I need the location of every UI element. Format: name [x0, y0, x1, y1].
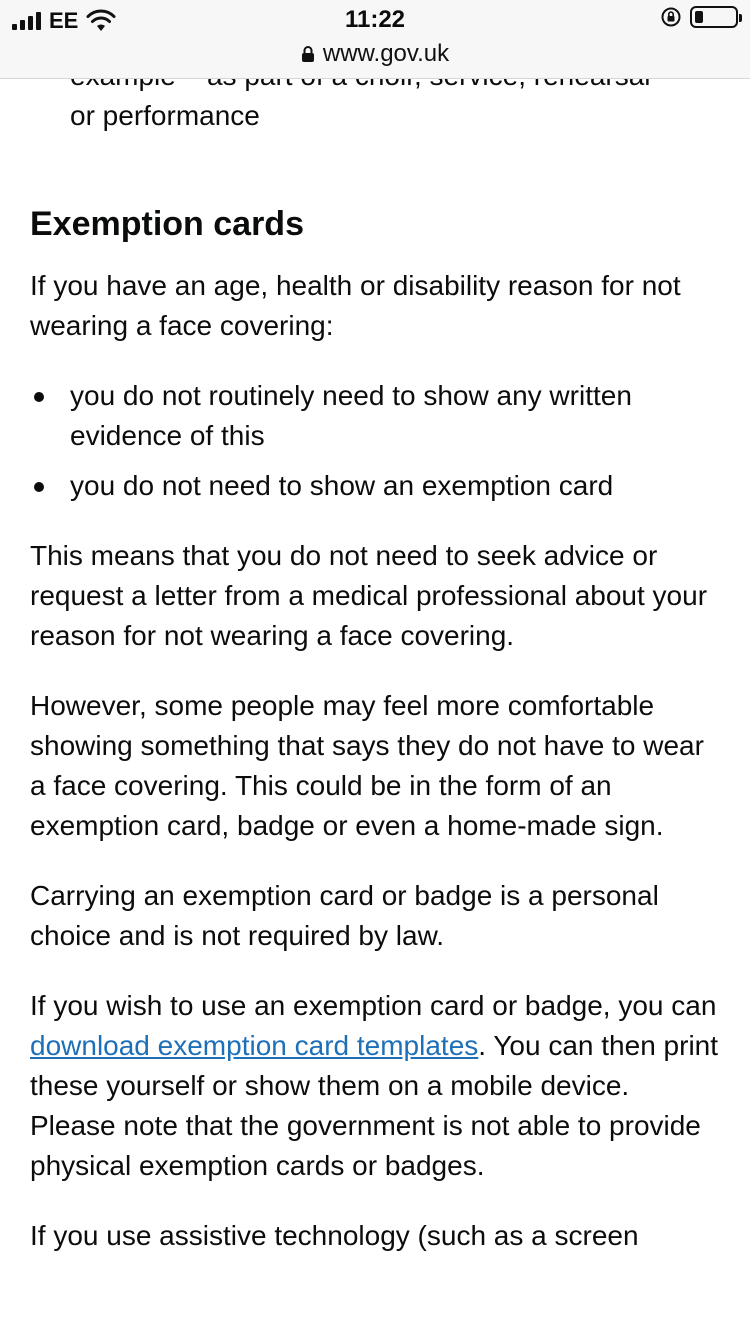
paragraph-assistive-tech: If you use assistive technology (such as a screen [30, 1220, 639, 1251]
paragraph-personal-choice: Carrying an exemption card or badge is a personal choice and is not required by law. [30, 880, 659, 951]
status-right [660, 6, 738, 28]
battery-icon [690, 6, 738, 28]
templates-text-after: . You can then print these yourself or show them on a mobile device. Please note that the government is not able to provide physical exemption cards or badges. [30, 1030, 719, 1181]
clock: 11:22 [344, 6, 406, 33]
url-text[interactable]: www.gov.uk [322, 40, 450, 67]
article-content [30, 56, 720, 1286]
paragraph-templates [30, 986, 720, 1186]
cutoff-line-2: or performance [70, 100, 260, 131]
bullet-list [30, 376, 720, 506]
section-heading: Exemption cards [30, 205, 304, 243]
paragraph-medical-advice: This means that you do not need to seek advice or request a letter from a medical professional about your reason for not wearing a face covering. [30, 540, 708, 651]
orientation-lock-icon [660, 6, 682, 28]
padlock-icon [301, 45, 315, 63]
paragraph-comfortable: However, some people may feel more comfortable showing something that says they do not have to wear a face covering. This could be in the form of an exemption card, badge or even a home-made sign. [30, 690, 704, 841]
address-bar[interactable] [0, 40, 750, 68]
list-item: you do not routinely need to show any written evidence of this [30, 376, 720, 456]
battery-fill [695, 11, 703, 23]
list-item: you do not need to show an exemption card [30, 466, 720, 506]
carrier-label: EE [49, 8, 79, 33]
templates-text-before: If you wish to use an exemption card or badge, you can [30, 990, 717, 1021]
intro-paragraph: If you have an age, health or disability reason for not wearing a face covering: [30, 270, 681, 341]
browser-top-bar [0, 0, 750, 79]
download-templates-link[interactable]: download exemption card templates [30, 1030, 479, 1061]
